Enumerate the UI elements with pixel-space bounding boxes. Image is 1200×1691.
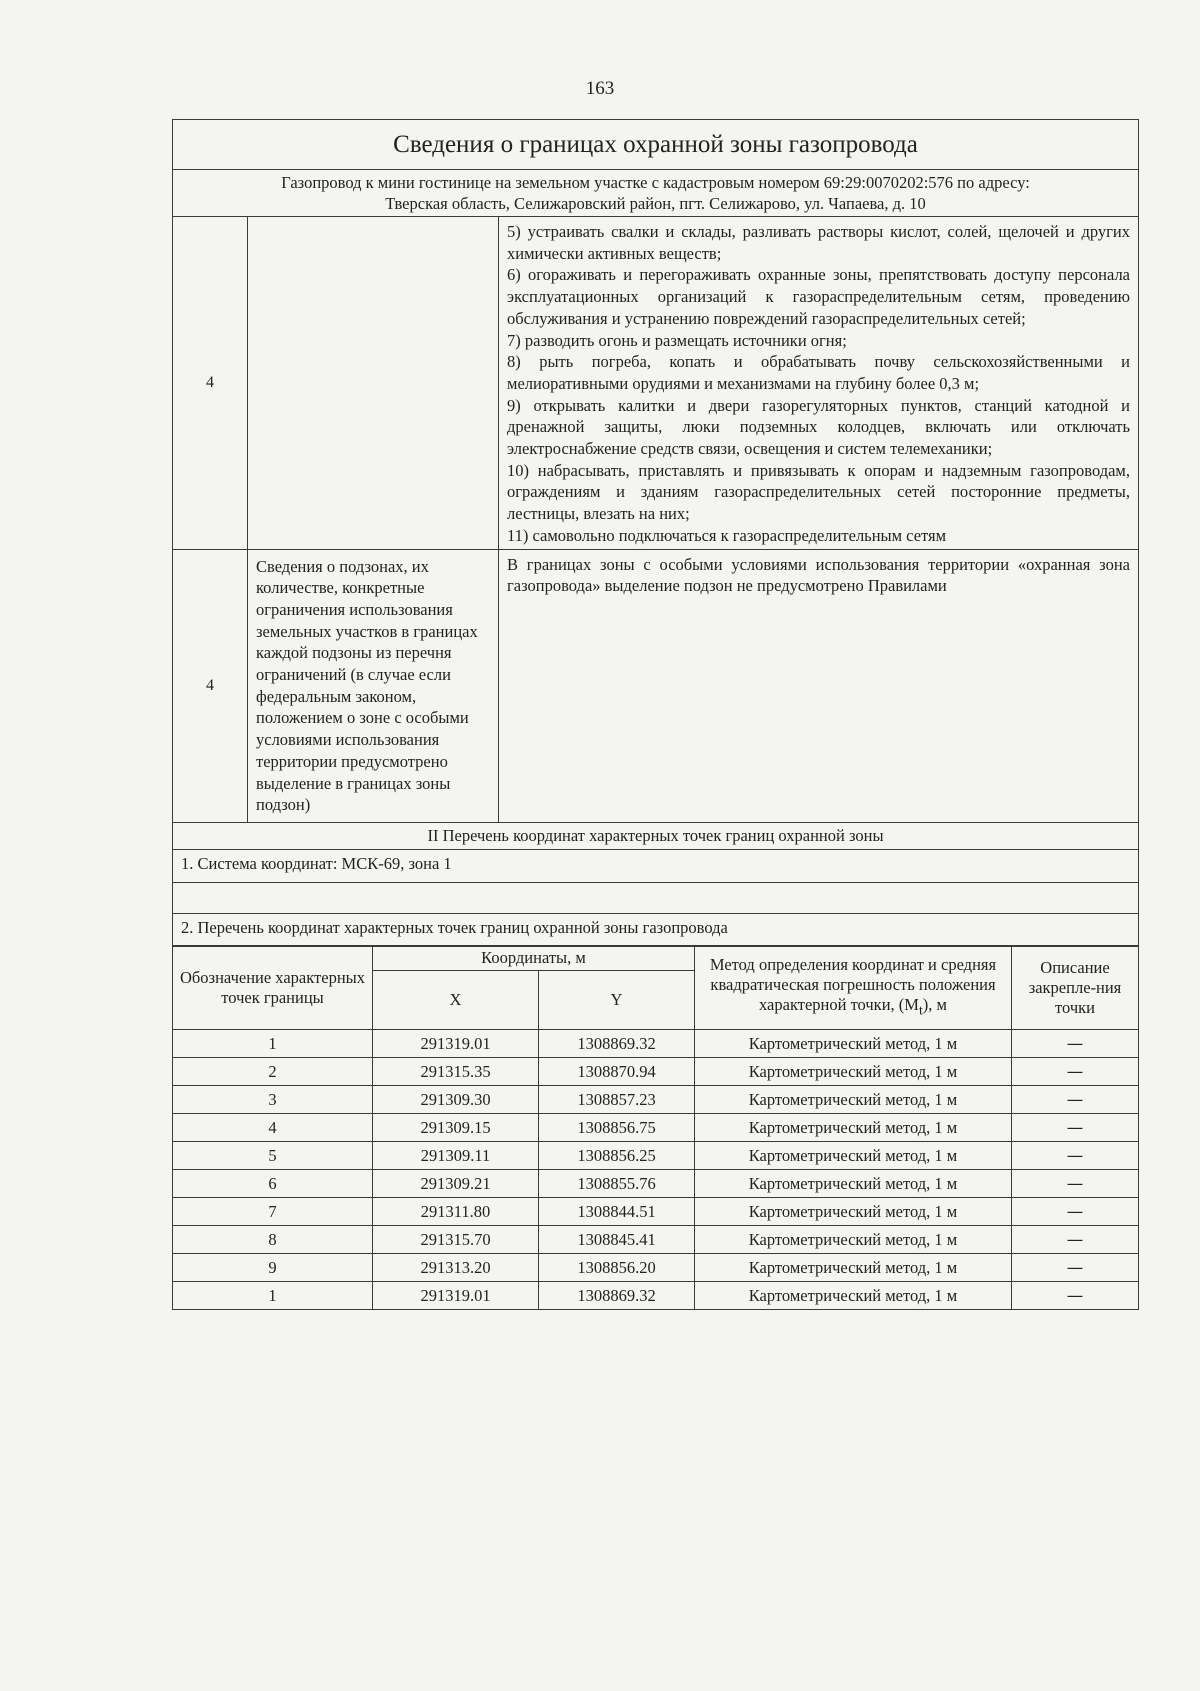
header-y: Y [539,971,695,1030]
cell-point: 2 [173,1058,373,1086]
header-x: X [373,971,539,1030]
document-frame [172,119,1138,1310]
cell-method: Картометрический метод, 1 м [695,1058,1012,1086]
zone-info-table [172,119,1139,947]
header-coordinates: Координаты, м [373,946,695,971]
cell-method: Картометрический метод, 1 м [695,1086,1012,1114]
cell-x: 291309.30 [373,1086,539,1114]
cell-fixing: — [1012,1142,1139,1170]
header-method-unit: ), м [922,995,947,1015]
cell-y: 1308855.76 [539,1170,695,1198]
cell-fixing: — [1012,1058,1139,1086]
header-point: Обозначение характерных точек границы [173,946,373,1030]
subzones-label: Сведения о подзонах, их количестве, конкретные ограничения использования земельных участков в границах каждой подзоны из перечня ограничений (в случае если федеральным законом, положением о зоне с особыми условиями использования территории предусмотрено выделение в границах зоны подзон) [248,549,499,822]
cell-fixing: — [1012,1282,1139,1310]
cell-x: 291319.01 [373,1030,539,1058]
cell-method: Картометрический метод, 1 м [695,1282,1012,1310]
cell-method: Картометрический метод, 1 м [695,1198,1012,1226]
cell-y: 1308870.94 [539,1058,695,1086]
cell-point: 6 [173,1170,373,1198]
cell-y: 1308856.20 [539,1254,695,1282]
cell-fixing: — [1012,1170,1139,1198]
cell-y: 1308844.51 [539,1198,695,1226]
coordinates-table [172,945,1139,1310]
cell-method: Картометрический метод, 1 м [695,1170,1012,1198]
subzones-row [173,549,1139,822]
header-method-text: Метод определения координат и средняя квадратическая погрешность положения характерной точки, (M [709,955,997,1015]
cell-point: 9 [173,1254,373,1282]
cell-y: 1308856.75 [539,1114,695,1142]
restriction-item: 8) рыть погреба, копать и обрабатывать почву сельскохозяйственными и мелиоративными орудиями и механизмами на глубину более 0,3 м; [507,352,1131,393]
cell-y: 1308845.41 [539,1226,695,1254]
restriction-item: 7) разводить огонь и размещать источники огня; [507,330,847,350]
cell-x: 291319.01 [373,1282,539,1310]
document-title: Сведения о границах охранной зоны газопровода [173,120,1139,170]
cell-x: 291315.35 [373,1058,539,1086]
cell-method: Картометрический метод, 1 м [695,1226,1012,1254]
cell-point: 7 [173,1198,373,1226]
restriction-item: 6) огораживать и перегораживать охранные зоны, препятствовать доступу персонала эксплуатационных организаций к газораспределительным сетям, проведению обслуживания и устранению повреждений газораспределительных сетей; [507,265,1131,328]
table-row [173,1254,1139,1282]
coordinate-system: 1. Система координат: МСК-69, зона 1 [173,849,1139,882]
cell-x: 291313.20 [373,1254,539,1282]
table-row [173,1170,1139,1198]
page-number: 163 [585,78,615,99]
header-fixing: Описание закрепле-ния точки [1012,946,1139,1030]
header-method-subscript: t [918,1002,923,1018]
restrictions-label-cell [248,217,499,550]
restriction-item: 10) набрасывать, приставлять и привязывать к опорам и надземным газопроводам, ограждениям и зданиям газораспределительных сетей посторонние предметы, лестницы, влезать на них; [507,460,1131,524]
cell-fixing: — [1012,1030,1139,1058]
cell-point: 1 [173,1030,373,1058]
row-number: 4 [173,549,248,822]
cell-y: 1308869.32 [539,1282,695,1310]
table-row [173,1058,1139,1086]
cell-point: 4 [173,1114,373,1142]
cell-point: 5 [173,1142,373,1170]
table-row [173,1282,1139,1310]
subzones-value: В границах зоны с особыми условиями использования территории «охранная зона газопровода» выделение подзон не предусмотрено Правилами [499,549,1139,822]
table-row [173,1226,1139,1254]
cell-method: Картометрический метод, 1 м [695,1030,1012,1058]
cell-method: Картометрический метод, 1 м [695,1114,1012,1142]
table-row [173,1142,1139,1170]
cell-fixing: — [1012,1086,1139,1114]
cell-y: 1308869.32 [539,1030,695,1058]
cell-x: 291309.11 [373,1142,539,1170]
table-row [173,1114,1139,1142]
document-subtitle [173,170,1139,217]
cell-x: 291311.80 [373,1198,539,1226]
row-number: 4 [173,217,248,550]
table-row [173,1086,1139,1114]
table-row [173,1198,1139,1226]
table-row [173,1030,1139,1058]
coordinates-list-title: 2. Перечень координат характерных точек границ охранной зоны газопровода [173,913,1139,946]
section-2-title: II Перечень координат характерных точек границ охранной зоны [173,822,1139,849]
cell-fixing: — [1012,1254,1139,1282]
cell-x: 291309.21 [373,1170,539,1198]
cell-point: 8 [173,1226,373,1254]
cell-y: 1308856.25 [539,1142,695,1170]
cell-method: Картометрический метод, 1 м [695,1254,1012,1282]
restrictions-row [173,217,1139,550]
restriction-item: 11) самовольно подключаться к газораспределительным сетям [507,525,947,545]
subtitle-line-1: Газопровод к мини гостинице на земельном участке с кадастровым номером 69:29:0070202:576 по адресу: [281,173,1030,192]
cell-point: 3 [173,1086,373,1114]
cell-x: 291309.15 [373,1114,539,1142]
cell-fixing: — [1012,1198,1139,1226]
restriction-item: 5) устраивать свалки и склады, разливать растворы кислот, солей, щелочей и других химически активных веществ; [507,222,1131,263]
cell-fixing: — [1012,1226,1139,1254]
cell-x: 291315.70 [373,1226,539,1254]
cell-y: 1308857.23 [539,1086,695,1114]
cell-method: Картометрический метод, 1 м [695,1142,1012,1170]
header-method [695,946,1012,1030]
blank-row [173,882,1139,913]
cell-fixing: — [1012,1114,1139,1142]
subtitle-line-2: Тверская область, Селижаровский район, пгт. Селижарово, ул. Чапаева, д. 10 [385,194,926,213]
cell-point: 1 [173,1282,373,1310]
restriction-item: 9) открывать калитки и двери газорегуляторных пунктов, станций катодной и дренажной защиты, люки подземных колодцев, включать или отключать электроснабжение средств связи, освещения и систем телемеханики; [507,395,1131,459]
restrictions-list [499,217,1139,550]
